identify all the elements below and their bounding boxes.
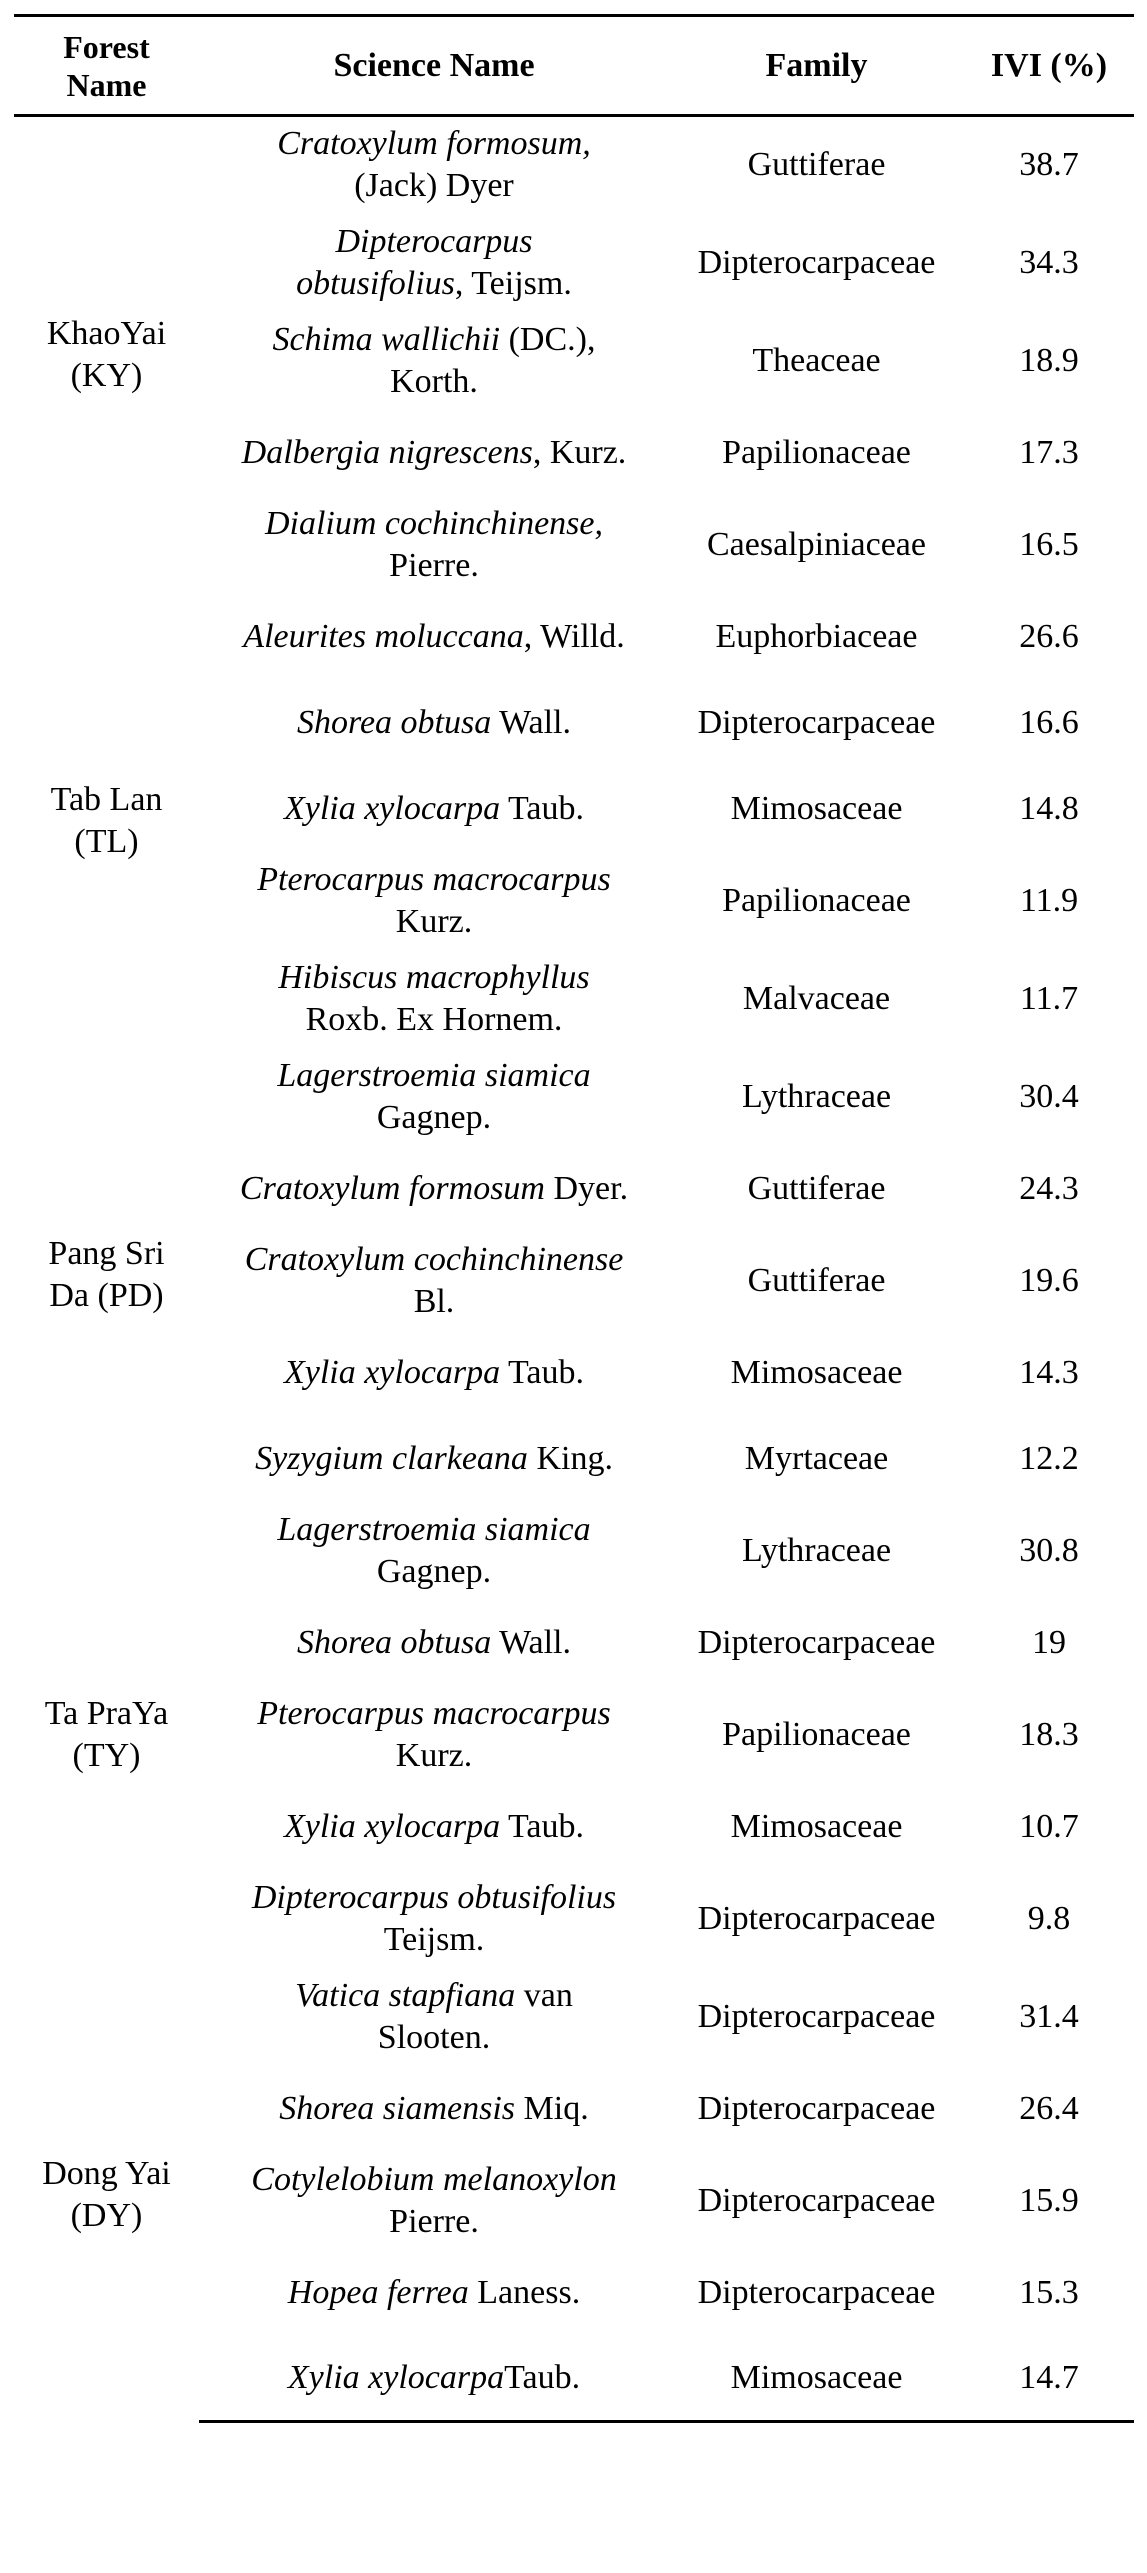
forest-name-line2: (TL) [74,822,139,860]
forest-name-line2: Da (PD) [49,1276,164,1314]
science-name-line2 [203,1919,665,1961]
species-authority: Wall. [491,703,571,741]
family-cell: Dipterocarpaceae [697,1899,936,1937]
family-cell: Lythraceae [741,1077,892,1115]
science-name-cell [199,680,669,766]
species-ivi-table [14,14,1134,2423]
species-italic: Xylia xylocarpa [283,1353,501,1391]
species-authority: Laness. [468,2273,581,2311]
science-name-cell [199,852,669,950]
science-name-cell [199,214,669,312]
ivi-cell: 17.3 [1019,433,1079,471]
ivi-cell: 11.9 [1019,881,1079,919]
forest-name-line1: Tab Lan [50,780,163,818]
science-name-cell [199,1048,669,1146]
species-authority: , Teijsm. [454,264,572,302]
family-cell: Dipterocarpaceae [697,2181,936,2219]
science-name-cell [199,1784,669,1870]
family-cell: Dipterocarpaceae [697,2089,936,2127]
species-authority: Roxb. Ex Hornem. [305,1000,563,1038]
family-cell: Myrtaceae [744,1439,889,1477]
species-authority: Pierre. [389,546,479,584]
ivi-cell: 10.7 [1019,1807,1079,1845]
family-cell: Mimosaceae [669,2336,964,2422]
forest-name-cell [14,1502,199,1968]
header-forest-name [14,16,199,116]
ivi-cell: 26.6 [1019,617,1079,655]
science-name-cell [199,116,669,214]
species-italic: Cratoxylum cochinchinense [244,1240,624,1278]
species-authority: Teijsm. [383,1920,485,1958]
science-name-line2 [203,263,665,305]
ivi-cell: 9.8 [1027,1899,1071,1937]
species-italic: Schima wallichii [272,320,501,358]
ivi-cell: 12.2 [1019,1439,1079,1477]
science-name-cell [199,766,669,852]
header-science-name: Science Name [199,16,669,116]
species-italic: Aleurites moluccana [243,617,524,655]
forest-name-cell [14,1968,199,2422]
ivi-cell: 16.6 [1019,703,1079,741]
species-italic: Dialium cochinchinense, [264,504,604,542]
ivi-cell: 19 [1032,1623,1066,1661]
forest-name-cell [14,594,199,1048]
species-authority: (Jack) Dyer [354,167,514,205]
ivi-cell: 15.9 [1019,2181,1079,2219]
ivi-cell: 38.7 [1019,146,1079,184]
family-cell: Dipterocarpaceae [697,2273,936,2311]
species-italic: Lagerstroemia siamica [277,1510,591,1548]
ivi-cell: 34.3 [1019,243,1079,281]
species-authority: Miq. [515,2089,589,2127]
family-cell: Lythraceae [741,1531,892,1569]
table-row [14,1502,1134,1600]
science-name-line2 [203,361,665,403]
science-name-line1 [203,1352,665,1394]
science-name-line2 [203,545,665,587]
family-cell: Papilionaceae [722,1715,911,1753]
science-name-line2 [203,1735,665,1777]
species-authority: Gagnep. [376,1098,492,1136]
table-body [14,116,1134,2422]
science-name-line1 [203,957,665,999]
science-name-line2 [203,1551,665,1593]
science-name-line1 [203,432,665,474]
family-cell: Malvaceae [742,979,891,1017]
science-name-cell [199,1600,669,1686]
species-authority: Kurz. [395,902,473,940]
species-italic: Xylia xylocarpa [283,1807,501,1845]
species-authority: , Willd. [523,617,625,655]
species-italic: Cotylelobium melanoxylon [251,2160,617,2198]
species-italic: Shorea siamensis [279,2089,516,2127]
ivi-cell: 16.5 [1019,525,1079,563]
science-name-line1 [203,1806,665,1848]
family-cell: Dipterocarpaceae [697,243,936,281]
ivi-cell: 18.9 [1019,341,1079,379]
science-name-line1 [203,1239,665,1281]
species-italic: Hopea ferrea [287,2273,469,2311]
family-cell: Papilionaceae [722,881,911,919]
family-cell: Dipterocarpaceae [697,1997,936,2035]
family-cell: Dipterocarpaceae [697,1623,936,1661]
species-italic: Vatica stapfiana [295,1976,516,2014]
science-name-cell [199,2152,669,2250]
ivi-cell: 14.7 [964,2336,1134,2422]
species-authority: Kurz. [395,1736,473,1774]
species-italic: Dipterocarpus obtusifolius [251,1878,617,1916]
science-name-line1 [203,2159,665,2201]
science-name-line2 [203,1281,665,1323]
science-name-line2 [203,999,665,1041]
species-italic: Shorea obtusa [297,703,492,741]
species-authority: Slooten. [377,2018,491,2056]
forest-name-line2: (TY) [72,1736,141,1774]
family-cell: Mimosaceae [730,1807,903,1845]
forest-name-line1: KhaoYai [46,315,167,353]
science-name-line1 [203,2088,665,2130]
table-row [14,116,1134,214]
species-italic: Hibiscus macrophyllus [278,958,590,996]
science-name-line1 [203,1975,665,2017]
species-italic: Dalbergia nigrescens [241,433,533,471]
science-name-line1 [203,616,665,658]
science-name-cell [199,950,669,1048]
species-italic: Syzygium clarkeana [255,1439,528,1477]
science-name-line2 [203,1097,665,1139]
ivi-cell: 11.7 [1019,979,1079,1017]
species-authority: Bl. [413,1282,455,1320]
science-name-line1 [203,2357,665,2399]
science-name-line1 [203,702,665,744]
science-name-line2 [203,2017,665,2059]
species-authority: Korth. [390,362,478,400]
science-name-cell [199,312,669,410]
science-name-line2 [203,901,665,943]
family-cell: Caesalpiniaceae [707,525,926,563]
species-authority: Taub. [504,2358,581,2396]
header-forest-line1: Forest [63,28,150,65]
science-name-line1 [203,2272,665,2314]
science-name-cell [199,1870,669,1968]
science-name-cell [199,2250,669,2336]
species-italic: Dipterocarpus [335,222,533,260]
species-authority: Gagnep. [376,1552,492,1590]
ivi-cell: 18.3 [1019,1715,1079,1753]
science-name-line1 [203,788,665,830]
ivi-cell: 26.4 [1019,2089,1079,2127]
species-italic: Pterocarpus macrocarpus [257,1694,611,1732]
science-name-line1 [203,1438,665,1480]
science-name-line1 [203,1622,665,1664]
science-name-cell [199,1330,669,1416]
forest-name-cell [14,116,199,594]
science-name-line2 [203,2201,665,2243]
science-name-cell [199,410,669,496]
forest-name-line1: Pang Sri [48,1234,165,1272]
science-name-cell [199,496,669,594]
species-italic: obtusifolius [296,264,455,302]
science-name-cell [199,2336,669,2422]
species-italic: Cratoxylum formosum, [277,125,591,163]
family-cell: Dipterocarpaceae [697,703,936,741]
table-row [14,594,1134,680]
science-name-line1 [203,123,665,165]
family-cell: Guttiferae [747,1169,886,1207]
species-authority: King. [527,1439,613,1477]
table-row [14,1048,1134,1146]
science-name-line1 [203,503,665,545]
science-name-line1 [203,1877,665,1919]
species-italic: Xylia xylocarpa [283,789,501,827]
ivi-cell: 15.3 [1019,2273,1079,2311]
forest-name-line2: (KY) [70,357,143,395]
science-name-line1 [203,1055,665,1097]
species-italic: Lagerstroemia siamica [277,1056,591,1094]
species-italic: Cratoxylum formosum [239,1169,545,1207]
species-authority: Taub. [500,789,585,827]
science-name-cell [199,1146,669,1232]
ivi-cell: 19.6 [1019,1261,1079,1299]
species-authority: van [515,1976,573,2014]
family-cell: Mimosaceae [730,789,903,827]
science-name-line1 [203,319,665,361]
ivi-cell: 31.4 [1019,1997,1079,2035]
science-name-cell [199,1968,669,2066]
species-authority: Dyer. [544,1169,629,1207]
ivi-cell: 30.4 [1019,1077,1079,1115]
family-cell: Euphorbiaceae [715,617,918,655]
family-cell: Guttiferae [747,146,886,184]
header-row [14,16,1134,116]
table-row [14,1968,1134,2066]
family-cell: Guttiferae [747,1261,886,1299]
family-cell: Papilionaceae [722,433,911,471]
forest-name-line1: Dong Yai [42,2154,171,2192]
species-italic: Pterocarpus macrocarpus [257,860,611,898]
species-authority: Taub. [500,1807,585,1845]
table-header [14,16,1134,116]
species-italic: Xylia xylocarpa [287,2358,505,2396]
header-ivi: IVI (%) [964,16,1134,116]
ivi-cell: 14.8 [1019,789,1079,827]
science-name-cell [199,1416,669,1502]
species-authority: Pierre. [389,2202,479,2240]
header-forest-line2: Name [66,66,147,103]
science-name-line1 [203,859,665,901]
ivi-cell: 24.3 [1019,1169,1079,1207]
science-name-cell [199,594,669,680]
science-name-line1 [203,1509,665,1551]
ivi-cell: 14.3 [1019,1353,1079,1391]
species-italic: Shorea obtusa [297,1623,492,1661]
ivi-cell: 30.8 [1019,1531,1079,1569]
header-family: Family [669,16,964,116]
science-name-line2 [203,165,665,207]
science-name-cell [199,1686,669,1784]
science-name-cell [199,1232,669,1330]
family-cell: Mimosaceae [730,1353,903,1391]
species-authority: , Kurz. [532,433,627,471]
species-authority: (DC.), [500,320,596,358]
science-name-line1 [203,221,665,263]
science-name-line1 [203,1168,665,1210]
species-authority: Taub. [500,1353,585,1391]
forest-name-cell [14,1048,199,1502]
science-name-cell [199,1502,669,1600]
science-name-cell [199,2066,669,2152]
species-authority: Wall. [491,1623,571,1661]
forest-name-line1: Ta PraYa [44,1694,169,1732]
forest-name-line2: (DY) [70,2196,143,2234]
science-name-line1 [203,1693,665,1735]
family-cell: Theaceae [752,341,881,379]
